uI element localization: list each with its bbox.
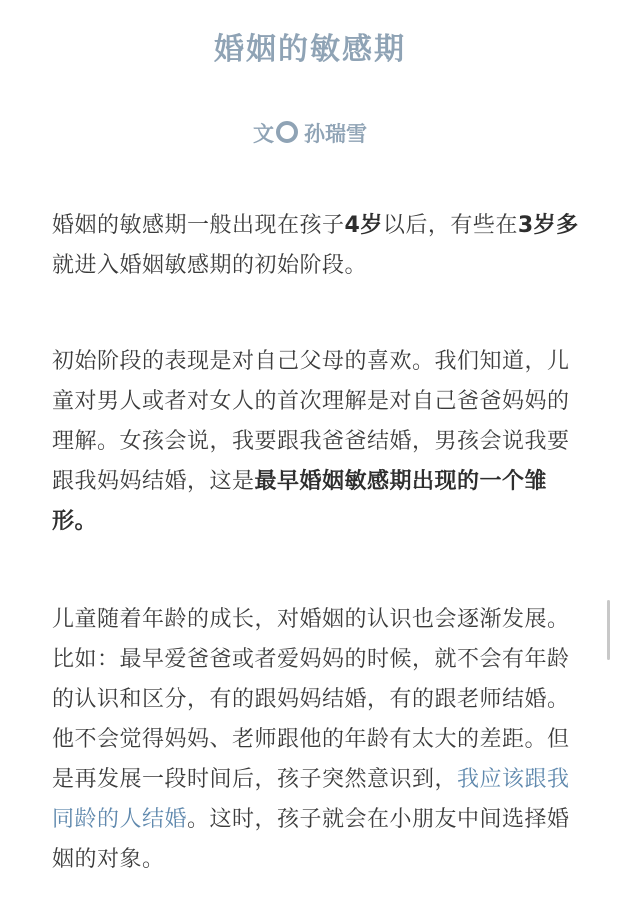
p2-text-1: 初始阶段的表现是对自己父母的喜欢。我们知道，儿童对男人或者对女人的首次理解是对自己爸爸妈妈的理解。女孩会说，我要跟我爸爸结婚，男孩会说我要跟我妈妈结婚，这是 — [52, 349, 570, 494]
circle-icon — [276, 121, 298, 143]
p2-bold-text: 最早婚姻敏感期出现的一个雏形。 — [52, 469, 548, 534]
p1-text-1: 婚姻的敏感期一般出现在孩子 — [52, 213, 345, 238]
p1-bold-age-3: 3岁多 — [517, 213, 579, 238]
author-name: 孙瑞雪 — [304, 122, 367, 146]
article-title: 婚姻的敏感期 — [214, 32, 406, 67]
p3-text-2: 。这时，孩子就会在小朋友中间选择婚姻的对象。 — [52, 807, 570, 872]
p3-text-1: 儿童随着年龄的成长，对婚姻的认识也会逐渐发展。比如：最早爱爸爸或者爱妈妈的时候，就不会有年龄的认识和区分，有的跟妈妈结婚，有的跟老师结婚。他不会觉得妈妈、老师跟他的年龄有太大的差距。但是再发展一段时间后，孩子突然意识到， — [52, 607, 570, 792]
scrollbar[interactable] — [607, 600, 610, 660]
paragraph-1 — [52, 206, 582, 286]
p1-text-3: 就进入婚姻敏感期的初始阶段。 — [52, 253, 368, 278]
paragraph-2 — [52, 342, 582, 542]
author-prefix: 文 — [253, 122, 274, 146]
paragraph-3 — [52, 600, 582, 880]
p1-bold-age-4: 4岁 — [344, 213, 383, 238]
p3-highlight-link[interactable]: 我应该跟我同龄的人结婚 — [52, 767, 570, 832]
p1-text-2: 以后，有些在 — [382, 213, 518, 238]
author-line — [0, 118, 620, 148]
